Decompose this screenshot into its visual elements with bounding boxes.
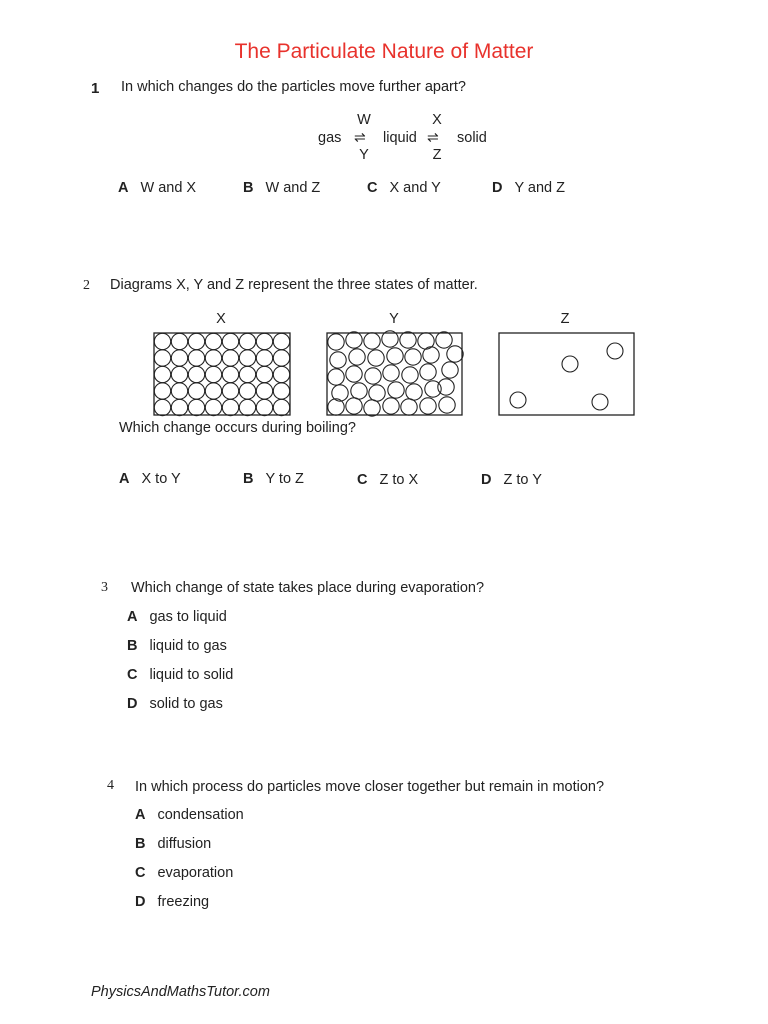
- option-c[interactable]: [127, 667, 233, 683]
- particle: [222, 350, 238, 366]
- option-c[interactable]: [357, 472, 418, 488]
- solid-diagram: [154, 333, 290, 416]
- particle: [423, 347, 439, 363]
- particle: [256, 399, 272, 415]
- option-text: X to Y: [141, 471, 181, 487]
- option-text: liquid to gas: [149, 638, 227, 654]
- particle: [368, 350, 384, 366]
- label-y: Y: [359, 147, 369, 163]
- diagram-label-x: X: [216, 311, 226, 327]
- question-text: In which changes do the particles move further apart?: [121, 79, 466, 95]
- particle: [607, 343, 623, 359]
- particle: [222, 366, 238, 382]
- particle: [405, 349, 421, 365]
- particle: [188, 350, 204, 366]
- particle: [387, 348, 403, 364]
- option-letter: A: [119, 471, 130, 487]
- option-a[interactable]: [119, 471, 181, 487]
- particle: [239, 383, 255, 399]
- option-text: Z to Y: [503, 472, 542, 488]
- particle: [365, 368, 381, 384]
- option-letter: B: [243, 471, 254, 487]
- particle: [154, 366, 170, 382]
- state-gas: gas: [318, 130, 342, 146]
- particle: [256, 333, 272, 349]
- particle: [154, 350, 170, 366]
- particle: [592, 394, 608, 410]
- particle: [351, 383, 367, 399]
- particle: [256, 366, 272, 382]
- option-letter: C: [135, 865, 146, 881]
- option-text: evaporation: [157, 865, 234, 881]
- particle: [273, 350, 289, 366]
- particle: [205, 350, 221, 366]
- option-text: liquid to solid: [149, 667, 234, 683]
- states-of-matter-diagrams: [150, 330, 650, 420]
- option-c[interactable]: [367, 180, 441, 196]
- option-letter: A: [118, 180, 129, 196]
- option-b[interactable]: [243, 180, 320, 196]
- particle: [222, 333, 238, 349]
- particle: [346, 398, 362, 414]
- question-text: Which change of state takes place during evaporation?: [131, 580, 485, 596]
- option-d[interactable]: [492, 180, 565, 196]
- option-letter: D: [492, 180, 503, 196]
- page-title: The Particulate Nature of Matter: [234, 40, 534, 63]
- particle: [154, 333, 170, 349]
- question-text: In which process do particles move closer together but remain in motion?: [135, 779, 605, 795]
- particle: [401, 399, 417, 415]
- particle: [369, 385, 385, 401]
- option-text: gas to liquid: [149, 609, 227, 625]
- option-text: diffusion: [157, 836, 212, 852]
- particle: [447, 346, 463, 362]
- option-b[interactable]: [243, 471, 304, 487]
- option-a[interactable]: [118, 180, 196, 196]
- option-text: solid to gas: [149, 696, 223, 712]
- liquid-diagram: [327, 331, 463, 416]
- question-number: 3: [101, 580, 108, 595]
- particle: [205, 333, 221, 349]
- option-letter: B: [243, 180, 254, 196]
- label-w: W: [357, 112, 371, 128]
- option-text: X and Y: [389, 180, 441, 196]
- particle: [188, 399, 204, 415]
- particle: [273, 366, 289, 382]
- option-letter: D: [135, 894, 146, 910]
- particle: [171, 399, 187, 415]
- particle: [222, 383, 238, 399]
- particle: [171, 383, 187, 399]
- particle: [383, 365, 399, 381]
- state-liquid: liquid: [383, 130, 417, 146]
- option-text: W and X: [140, 180, 197, 196]
- particle: [425, 381, 441, 397]
- particle: [346, 332, 362, 348]
- particle: [349, 349, 365, 365]
- option-d[interactable]: [127, 696, 223, 712]
- option-letter: C: [127, 667, 138, 683]
- gas-diagram: [499, 333, 634, 415]
- option-letter: D: [481, 472, 492, 488]
- particle: [188, 333, 204, 349]
- diagram-label-y: Y: [389, 311, 399, 327]
- particle: [510, 392, 526, 408]
- option-d[interactable]: [135, 894, 209, 910]
- particle: [402, 367, 418, 383]
- particle: [328, 334, 344, 350]
- particle: [171, 350, 187, 366]
- option-c[interactable]: [135, 865, 233, 881]
- option-letter: C: [357, 472, 368, 488]
- particle: [273, 399, 289, 415]
- particle: [388, 382, 404, 398]
- question-prompt: Which change occurs during boiling?: [119, 420, 356, 436]
- particle: [239, 366, 255, 382]
- particle: [364, 333, 380, 349]
- option-a[interactable]: [127, 609, 227, 625]
- option-text: W and Z: [265, 180, 321, 196]
- option-d[interactable]: [481, 472, 542, 488]
- particle: [328, 369, 344, 385]
- option-text: Z to X: [379, 472, 419, 488]
- option-text: freezing: [157, 894, 210, 910]
- label-x: X: [432, 112, 442, 128]
- question-number: 4: [107, 778, 114, 793]
- particle: [328, 399, 344, 415]
- particle: [154, 383, 170, 399]
- option-text: Y and Z: [514, 180, 566, 196]
- particle: [383, 398, 399, 414]
- particle: [239, 333, 255, 349]
- state-solid: solid: [457, 130, 487, 146]
- question-number: 2: [83, 278, 90, 293]
- particle: [205, 366, 221, 382]
- particle: [239, 350, 255, 366]
- particle: [154, 399, 170, 415]
- label-z: Z: [432, 147, 442, 163]
- particle: [406, 384, 422, 400]
- particle: [439, 397, 455, 413]
- option-a[interactable]: [135, 807, 244, 823]
- equilibrium-arrow-icon: ⇌: [354, 129, 366, 145]
- particle: [256, 383, 272, 399]
- option-letter: D: [127, 696, 138, 712]
- footer-site-name: PhysicsAndMathsTutor.com: [91, 984, 270, 1000]
- option-letter: B: [127, 638, 138, 654]
- option-letter: A: [127, 609, 138, 625]
- particle: [205, 383, 221, 399]
- question-number: 1: [91, 80, 100, 97]
- particle: [420, 398, 436, 414]
- particle: [420, 364, 436, 380]
- particle: [562, 356, 578, 372]
- option-b[interactable]: [135, 836, 211, 852]
- particle: [205, 399, 221, 415]
- question-text: Diagrams X, Y and Z represent the three states of matter.: [110, 277, 478, 293]
- option-letter: A: [135, 807, 146, 823]
- particle: [400, 332, 416, 348]
- particle: [256, 350, 272, 366]
- particle: [442, 362, 458, 378]
- option-text: Y to Z: [265, 471, 304, 487]
- option-letter: B: [135, 836, 146, 852]
- particle: [273, 383, 289, 399]
- equilibrium-arrow-icon: ⇌: [427, 129, 439, 145]
- particle: [222, 399, 238, 415]
- particle: [364, 400, 380, 416]
- particle: [346, 366, 362, 382]
- particle: [171, 366, 187, 382]
- diagram-label-z: Z: [560, 311, 570, 327]
- particle: [273, 333, 289, 349]
- particle: [330, 352, 346, 368]
- particle: [171, 333, 187, 349]
- option-text: condensation: [157, 807, 244, 823]
- particle: [436, 332, 452, 348]
- option-letter: C: [367, 180, 378, 196]
- option-b[interactable]: [127, 638, 227, 654]
- particle: [188, 383, 204, 399]
- particle: [188, 366, 204, 382]
- particle: [239, 399, 255, 415]
